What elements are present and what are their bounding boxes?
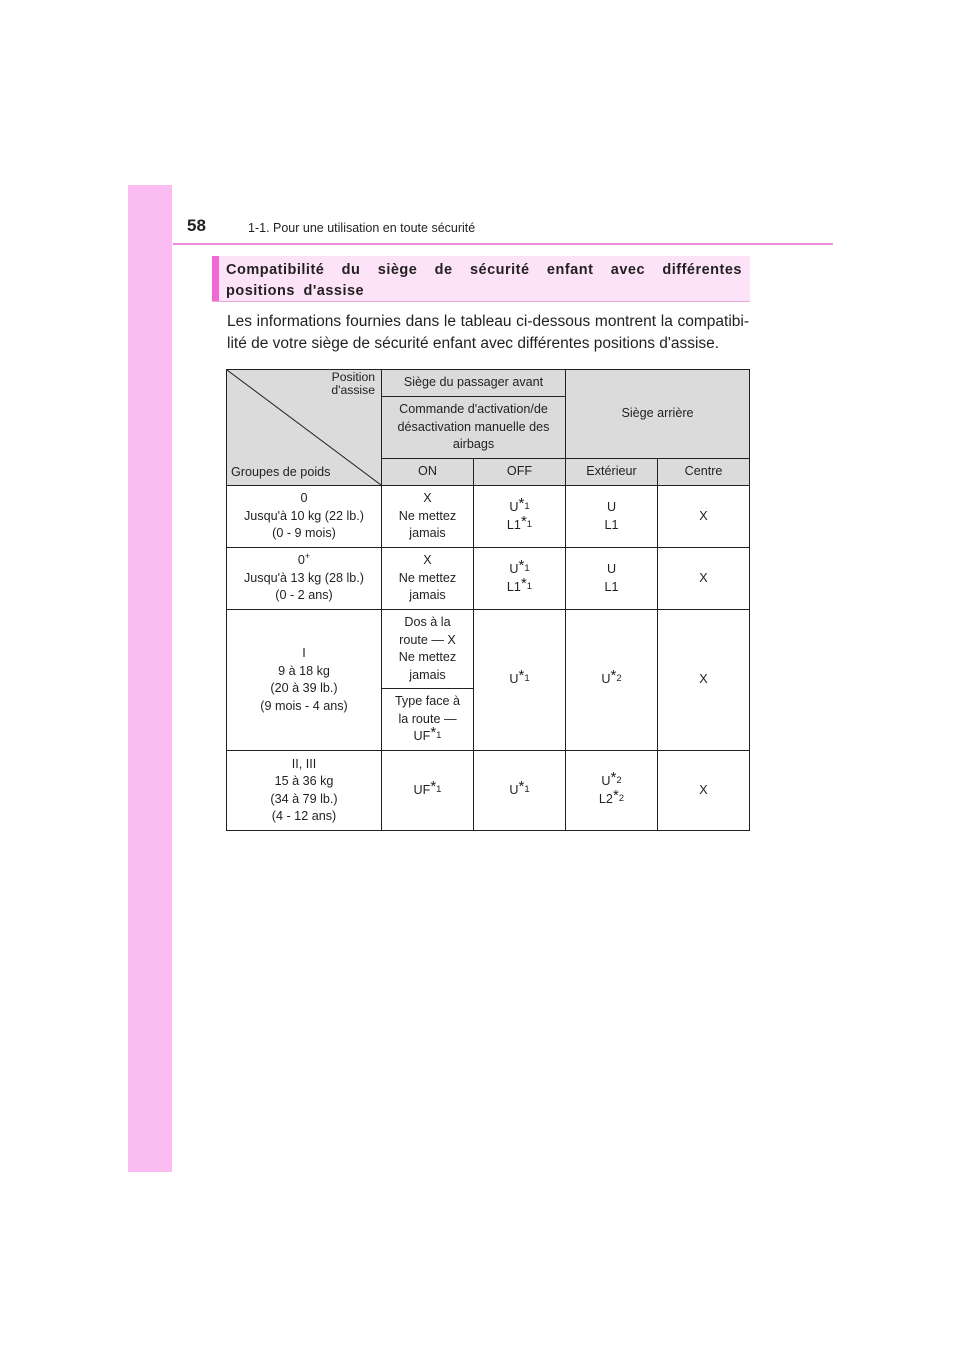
- heading-underline: [212, 301, 750, 302]
- exterior-value: U: [601, 672, 611, 687]
- weight-group-cell: [227, 548, 382, 610]
- group-label: II, III: [291, 756, 317, 771]
- off-value: U: [509, 782, 519, 797]
- group-age: (9 mois - 4 ans): [260, 698, 348, 713]
- table-row: [227, 610, 750, 689]
- footnote-star-icon: *: [518, 557, 525, 574]
- on-note-line1: Ne mettez: [398, 508, 457, 523]
- group-label: I: [302, 646, 306, 660]
- off-cell: [474, 610, 566, 751]
- on-value: X: [423, 491, 432, 506]
- on-note-line2: jamais: [409, 588, 446, 603]
- rear-seat-header: Siège arrière: [566, 370, 750, 459]
- footnote-star-icon: *: [430, 724, 437, 742]
- exterior-value-2: L1: [604, 517, 619, 532]
- off-cell: [474, 548, 566, 610]
- off-value: U: [509, 672, 519, 687]
- footnote-number: 1: [524, 673, 530, 685]
- table-row: [227, 548, 750, 610]
- seating-position-line1: Position: [331, 370, 375, 384]
- section-heading: Compatibilité du siège de sécurité enfant avec différentes positions d'assise: [226, 262, 742, 299]
- group-age: (0 - 9 mois): [272, 526, 336, 541]
- group-weight-lb: (20 à 39 lb.): [270, 681, 338, 695]
- footnote-star-icon: *: [612, 786, 619, 804]
- footnote-number: 1: [436, 730, 442, 742]
- group-label: 0: [300, 491, 308, 506]
- on-note-line1: Ne mettez: [398, 570, 457, 585]
- footnote-number: 2: [616, 775, 622, 786]
- footnote-number: 1: [436, 783, 442, 795]
- exterior-cell: [566, 610, 658, 751]
- on-rear-facing-line3: Ne mettez: [398, 650, 457, 664]
- footnote-number: 1: [524, 501, 530, 512]
- footnote-number: 2: [616, 673, 622, 685]
- footnote-star-icon: *: [520, 512, 527, 530]
- col-centre-header: Centre: [658, 459, 750, 486]
- footnote-star-icon: *: [430, 777, 437, 795]
- group-weight-lb: (34 à 79 lb.): [270, 791, 338, 806]
- table-corner-cell: [227, 370, 382, 486]
- group-weight: 15 à 36 kg: [274, 774, 334, 788]
- on-forward-facing-line2: la route —: [398, 711, 457, 726]
- chapter-side-tab: [128, 185, 172, 1172]
- seating-position-label: [331, 371, 375, 397]
- exterior-value-2: L1: [604, 579, 619, 594]
- centre-cell: X: [658, 548, 750, 610]
- col-off-header: OFF: [474, 459, 566, 486]
- table-row: [227, 486, 750, 548]
- on-rear-facing-line1: Dos à la: [404, 615, 451, 629]
- on-note-line2: jamais: [409, 526, 446, 541]
- off-value-1: U: [509, 500, 519, 514]
- section-title: 1-1. Pour une utilisation en toute sécurité: [248, 221, 476, 235]
- off-cell: [474, 486, 566, 548]
- centre-cell: X: [658, 486, 750, 548]
- footnote-star-icon: *: [610, 769, 617, 786]
- off-value-1: U: [509, 562, 519, 576]
- compatibility-table: [226, 369, 750, 831]
- on-rear-facing-cell: [382, 610, 474, 689]
- table-row: [227, 751, 750, 831]
- footnote-star-icon: *: [518, 495, 525, 512]
- footnote-star-icon: *: [610, 667, 617, 685]
- exterior-cell: [566, 548, 658, 610]
- airbag-header-line3: airbags: [452, 437, 495, 452]
- off-value-2: L1: [506, 579, 521, 594]
- weight-group-cell: [227, 610, 382, 751]
- group-superscript: +: [304, 551, 311, 562]
- on-value: X: [423, 553, 432, 568]
- col-on-header: ON: [382, 459, 474, 486]
- header-rule: [173, 243, 833, 245]
- intro-paragraph: Les informations fournies dans le tableau ci-dessous montrent la compatibi-lité de votre siège de sécurité enfant avec différentes positions d'assise.: [227, 313, 749, 352]
- airbag-switch-header: [382, 397, 566, 459]
- weight-groups-label: Groupes de poids: [231, 464, 331, 479]
- footnote-number: 2: [618, 792, 625, 804]
- on-rear-facing-line4: jamais: [409, 667, 446, 682]
- airbag-header-line2: désactivation manuelle des: [397, 419, 550, 434]
- group-age: (0 - 2 ans): [275, 588, 333, 603]
- on-forward-facing-cell: [382, 689, 474, 751]
- exterior-cell: [566, 486, 658, 548]
- heading-accent-bar: [212, 256, 219, 302]
- on-forward-facing-value: UF: [413, 729, 431, 744]
- on-value: UF: [413, 782, 431, 797]
- airbag-header-line1: Commande d'activation/de: [399, 402, 548, 417]
- footnote-star-icon: *: [518, 667, 525, 685]
- footnote-number: 1: [526, 580, 533, 592]
- group-age: (4 - 12 ans): [271, 809, 337, 823]
- front-seat-header: Siège du passager avant: [382, 370, 566, 397]
- centre-cell: X: [658, 751, 750, 831]
- on-rear-facing-line2: route — X: [399, 632, 456, 647]
- footnote-number: 1: [524, 783, 530, 795]
- footnote-number: 1: [526, 518, 533, 530]
- footnote-number: 1: [524, 563, 530, 574]
- group-label: 0: [297, 553, 305, 568]
- on-cell: [382, 548, 474, 610]
- on-cell: [382, 486, 474, 548]
- col-exterior-header: Extérieur: [566, 459, 658, 486]
- exterior-value-1: U: [601, 774, 611, 788]
- group-weight: Jusqu'à 13 kg (28 lb.): [243, 570, 365, 585]
- seating-position-line2: d'assise: [331, 383, 375, 397]
- on-forward-facing-line1: Type face à: [394, 694, 461, 709]
- footnote-star-icon: *: [518, 777, 525, 795]
- off-cell: [474, 751, 566, 831]
- page-number: 58: [187, 216, 206, 235]
- on-cell: [382, 751, 474, 831]
- exterior-value-1: U: [606, 562, 617, 576]
- exterior-value-1: U: [606, 500, 617, 514]
- footnote-star-icon: *: [520, 574, 527, 592]
- exterior-cell: [566, 751, 658, 831]
- group-weight: 9 à 18 kg: [278, 663, 330, 678]
- off-value-2: L1: [506, 517, 521, 532]
- exterior-value-2: L2: [598, 791, 613, 806]
- weight-group-cell: [227, 486, 382, 548]
- group-weight: Jusqu'à 10 kg (22 lb.): [243, 508, 365, 523]
- centre-cell: X: [658, 610, 750, 751]
- weight-group-cell: [227, 751, 382, 831]
- section-heading-box: [212, 256, 750, 302]
